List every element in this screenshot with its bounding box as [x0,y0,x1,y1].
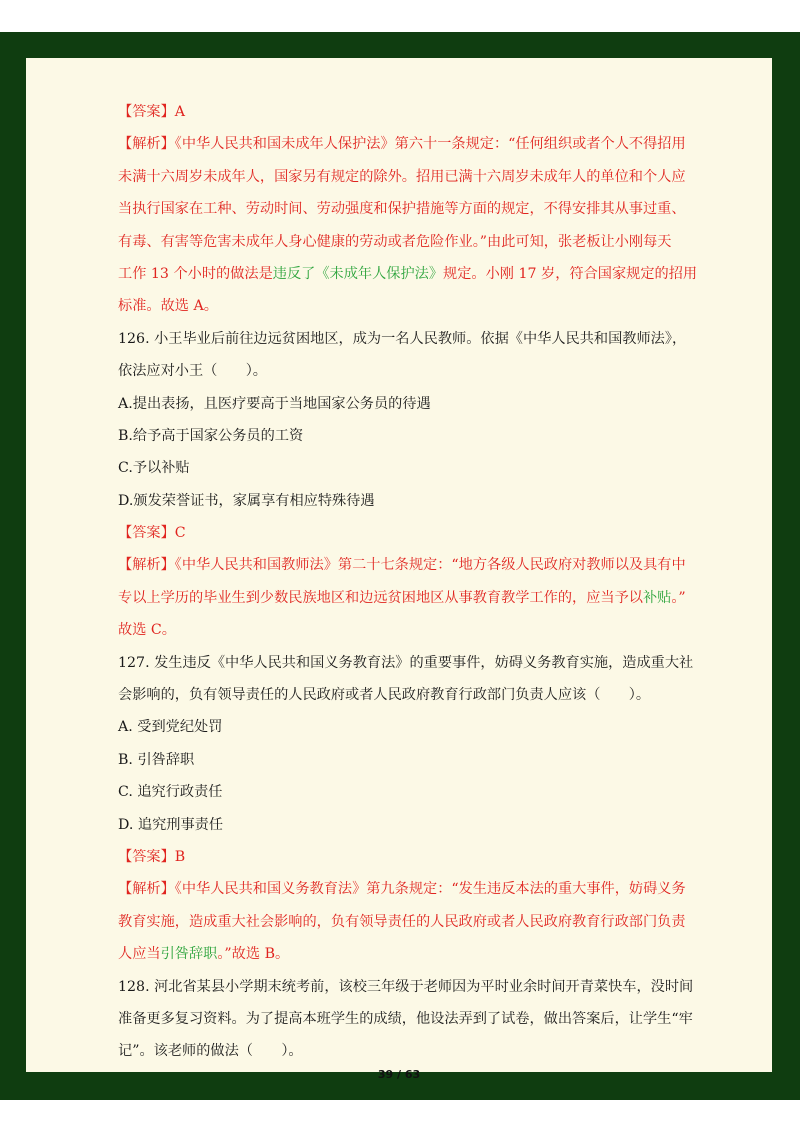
answer-option: C. 追究行政责任 [118,784,223,801]
page-border [0,32,800,1100]
explanation-line [118,226,698,258]
answer-option: A.提出表扬，且医疗要高于当地国家公务员的待遇 [118,395,431,412]
document-page [26,58,772,1081]
question-text: 128. 河北省某县小学期末统考前，该校三年级于老师因为平时业余时间开青菜快车，没时间 [118,978,694,995]
answer-option: B. 引咎辞职 [118,751,195,768]
question-text: 依法应对小王（ ）。 [118,363,267,380]
highlighted-keyword: 引咎辞职 [160,946,218,963]
question-text: 127. 发生违反《中华人民共和国义务教育法》的重要事件，妨碍义务教育实施，造成重大社 [118,654,694,671]
explanation-line [118,549,698,581]
explanation-text: 【解析】《中华人民共和国教师法》第二十七条规定：“地方各级人民政府对教师以及具有中 [118,557,686,574]
page-number: 39 / 63 [377,1068,421,1081]
explanation-line [118,258,698,290]
explanation-text: 工作 13 个小时的做法是 [118,265,273,282]
explanation-text: 标准。故选 A。 [118,298,218,315]
question-text: 记”。该老师的做法（ ）。 [118,1043,303,1060]
question-text: 126. 小王毕业后前往边远贫困地区，成为一名人民教师。依据《中华人民共和国教师法》， [118,330,687,347]
page-content [118,96,698,1068]
answer-option: D. 追究刑事责任 [118,816,224,833]
explanation-line [118,161,698,193]
answer-option: D.颁发荣誉证书，家属享有相应特殊待遇 [118,492,375,509]
explanation-text: 【解析】《中华人民共和国未成年人保护法》第六十一条规定：“任何组织或者个人不得招用 [118,136,686,153]
question-text: 准备更多复习资料。为了提高本班学生的成绩，他设法弄到了试卷，做出答案后，让学生“牢 [118,1010,693,1027]
explanation-text: 【解析】《中华人民共和国义务教育法》第九条规定：“发生违反本法的重大事件，妨碍义务 [118,881,686,898]
explanation-text: 教育实施，造成重大社会影响的，负有领导责任的人民政府或者人民政府教育行政部门负责 [118,913,686,930]
explanation-text: 人应当 [118,946,161,963]
explanation-line [118,128,698,160]
explanation-text: 故选 C。 [118,622,176,639]
answer-line: 【答案】C [118,525,186,542]
explanation-text: 专以上学历的毕业生到少数民族地区和边远贫困地区从事教育教学工作的，应当予以 [118,589,643,606]
explanation-line [118,614,698,646]
explanation-line [118,290,698,322]
explanation-line [118,906,698,938]
answer-option: C.予以补贴 [118,460,190,477]
explanation-text: 规定。小刚 17 岁，符合国家规定的招用 [443,265,698,282]
answer-line: 【答案】B [118,848,186,865]
answer-option: B.给予高于国家公务员的工资 [118,427,304,444]
answer-option: A. 受到党纪处罚 [118,719,223,736]
explanation-text: 有毒、有害等危害未成年人身心健康的劳动或者危险作业。”由此可知，张老板让小刚每天 [118,233,672,250]
explanation-text: 未满十六周岁未成年人，国家另有规定的除外。招用已满十六周岁未成年人的单位和个人应 [118,168,686,185]
explanation-line [118,582,698,614]
highlighted-keyword: 补贴 [642,589,672,606]
explanation-text: 。”故选 B。 [217,946,290,963]
answer-line: 【答案】A [118,104,185,120]
explanation-line [118,938,698,970]
highlighted-keyword: 违反了《未成年人保护法》 [272,265,444,282]
explanation-text: 。” [671,589,686,606]
explanation-text: 当执行国家在工种、劳动时间、劳动强度和保护措施等方面的规定，不得安排其从事过重、 [118,201,686,218]
explanation-line [118,873,698,905]
explanation-line [118,193,698,225]
question-text: 会影响的，负有领导责任的人民政府或者人民政府教育行政部门负责人应该（ ）。 [118,687,651,704]
